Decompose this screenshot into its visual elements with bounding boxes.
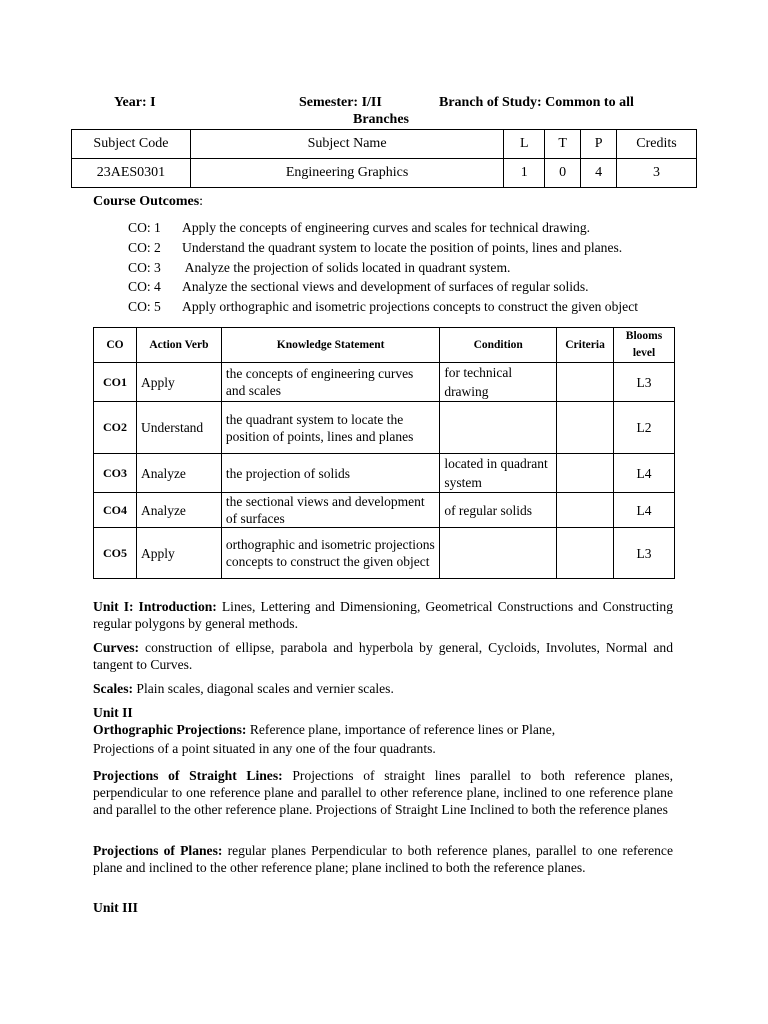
action-verb: Understand [136, 402, 221, 454]
knowledge-statement: the quadrant system to locate the position of points, lines and planes [221, 402, 439, 454]
course-outcomes-heading [93, 194, 203, 210]
knowledge-statement: orthographic and isometric projections concepts to construct the given object [221, 528, 439, 579]
lines-heading: Projections of Straight Lines: [93, 768, 283, 783]
branch-label: Branch of Study: Common to all [439, 95, 634, 110]
header-knowledge-statement: Knowledge Statement [221, 328, 439, 363]
semester-label: Semester: I/II [299, 95, 382, 110]
lecture-hours: 1 [504, 159, 545, 188]
header-blooms-level: Blooms level [614, 328, 675, 363]
co-text: Analyze the sectional views and development of surfaces of regular solids. [182, 279, 589, 294]
blooms-level: L2 [614, 402, 675, 454]
criteria [557, 493, 614, 528]
course-outcome-item [128, 220, 590, 236]
header-l: L [504, 130, 545, 159]
condition: of regular solids [440, 493, 557, 528]
course-outcome-item [128, 279, 589, 295]
criteria [557, 363, 614, 402]
table-row [94, 402, 675, 454]
co-text: Analyze the projection of solids located in quadrant system. [182, 260, 511, 275]
unit3-heading: Unit III [93, 900, 138, 915]
lines-paragraph [93, 767, 673, 818]
course-outcome-item [128, 240, 622, 256]
curves-heading: Curves: [93, 640, 140, 655]
scales-paragraph [93, 680, 673, 697]
scales-heading: Scales: [93, 681, 134, 696]
table-row [94, 454, 675, 493]
condition [440, 528, 557, 579]
course-outcomes-colon: : [199, 194, 204, 209]
scales-text: Plain scales, diagonal scales and vernier scales. [133, 681, 394, 696]
knowledge-statement: the projection of solids [221, 454, 439, 493]
blooms-level: L3 [614, 528, 675, 579]
course-outcome-item [128, 260, 510, 276]
tutorial-hours: 0 [545, 159, 581, 188]
course-outcome-item [128, 299, 638, 315]
subject-table-data-row [72, 159, 697, 188]
co-table-header-row [94, 328, 675, 363]
subject-code: 23AES0301 [72, 159, 191, 188]
co-mapping-table [93, 327, 675, 579]
co-code: CO2 [94, 402, 137, 454]
ortho-text: Reference plane, importance of reference lines or Plane, [246, 722, 556, 737]
knowledge-statement: the concepts of engineering curves and scales [221, 363, 439, 402]
co-label: CO: 2 [128, 240, 161, 255]
action-verb: Apply [136, 363, 221, 402]
credits-value: 3 [617, 159, 697, 188]
unit2-heading: Unit II [93, 705, 133, 720]
co-label: CO: 5 [128, 299, 161, 314]
subject-table [71, 129, 697, 188]
co-code: CO3 [94, 454, 137, 493]
criteria [557, 454, 614, 493]
action-verb: Analyze [136, 493, 221, 528]
course-outcomes-title: Course Outcomes [93, 194, 200, 209]
co-label: CO: 3 [128, 260, 161, 275]
curves-paragraph [93, 639, 673, 673]
co-label: CO: 1 [128, 220, 161, 235]
blooms-level: L4 [614, 454, 675, 493]
unit1-heading: Unit I: Introduction: [93, 599, 217, 614]
blooms-level: L4 [614, 493, 675, 528]
header-co: CO [94, 328, 137, 363]
header-t: T [545, 130, 581, 159]
year-label: Year: I [114, 95, 156, 110]
ortho-heading: Orthographic Projections: [93, 722, 247, 737]
knowledge-statement: the sectional views and development of surfaces [221, 493, 439, 528]
action-verb: Analyze [136, 454, 221, 493]
condition: for technical drawing [440, 363, 557, 402]
table-row [94, 493, 675, 528]
header-criteria: Criteria [557, 328, 614, 363]
action-verb: Apply [136, 528, 221, 579]
co-text: Apply the concepts of engineering curves and scales for technical drawing. [182, 220, 591, 235]
co-text: Apply orthographic and isometric projections concepts to construct the given object [182, 299, 639, 314]
header-subject-name: Subject Name [190, 130, 503, 159]
practical-hours: 4 [581, 159, 617, 188]
unit1-text: Lines, Lettering and Dimensioning, Geometrical Constructions and Constructing regular polygons by general methods. [93, 599, 673, 631]
planes-paragraph [93, 842, 673, 876]
co-code: CO1 [94, 363, 137, 402]
co-label: CO: 4 [128, 279, 161, 294]
ortho-paragraph [93, 721, 673, 738]
co-code: CO4 [94, 493, 137, 528]
blooms-level: L3 [614, 363, 675, 402]
condition: located in quadrant system [440, 454, 557, 493]
header-action-verb: Action Verb [136, 328, 221, 363]
subject-name: Engineering Graphics [190, 159, 503, 188]
criteria [557, 528, 614, 579]
co-code: CO5 [94, 528, 137, 579]
subject-table-header-row [72, 130, 697, 159]
table-row [94, 528, 675, 579]
ortho-paragraph-continued: Projections of a point situated in any one of the four quadrants. [93, 741, 436, 756]
co-text: Understand the quadrant system to locate the position of points, lines and planes. [182, 240, 623, 255]
planes-heading: Projections of Planes: [93, 843, 223, 858]
criteria [557, 402, 614, 454]
header-subject-code: Subject Code [72, 130, 191, 159]
header-condition: Condition [440, 328, 557, 363]
header-credits: Credits [617, 130, 697, 159]
unit1-paragraph [93, 598, 673, 632]
header-p: P [581, 130, 617, 159]
branch-label-continued: Branches [353, 112, 409, 127]
table-row [94, 363, 675, 402]
condition [440, 402, 557, 454]
planes-text: regular planes Perpendicular to both reference planes, parallel to one reference plane and inclined to the other reference plane; plane inclined to both the reference planes. [93, 843, 673, 875]
curves-text: construction of ellipse, parabola and hyperbola by general, Cycloids, Involutes, Normal and tangent to Curves. [93, 640, 673, 672]
lines-text: Projections of straight lines parallel to both reference planes, perpendicular to one reference plane and parallel to other reference plane, inclined to one reference plane and parallel to the other reference plane. Projections of Straight Line Inclined to both the reference planes [93, 768, 673, 817]
